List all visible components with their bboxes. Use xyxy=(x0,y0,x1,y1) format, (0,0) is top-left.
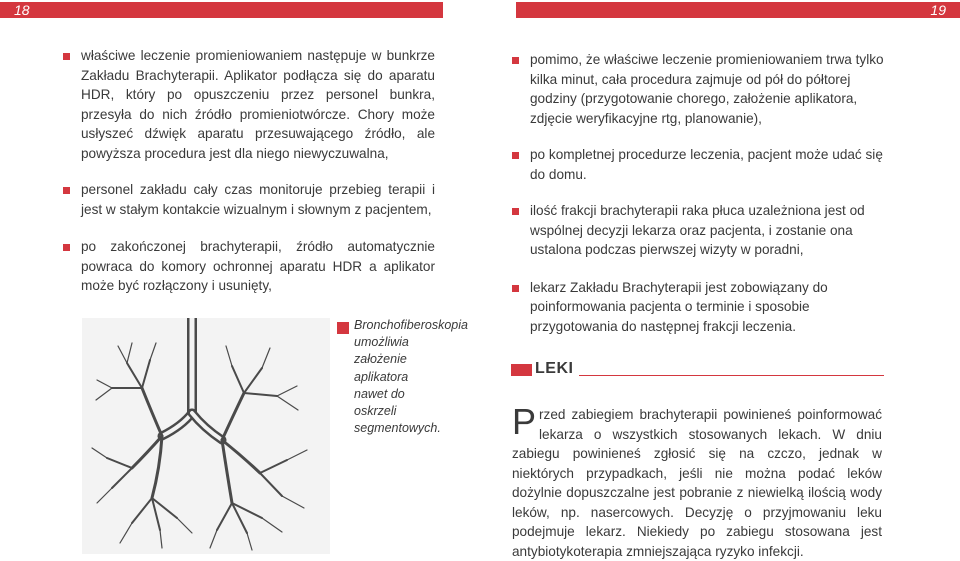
figure-caption: Bronchofiberoskopia umożliwia założenie aplikatora nawet do oskrzeli segmentowych. xyxy=(354,318,468,436)
list-item: po zakończonej brachyterapii, źródło automatycznie powraca do komory ochronnej aparatu HDR a aplikator może być rozłączony i usunięty, xyxy=(63,237,435,296)
list-item: lekarz Zakładu Brachyterapii jest zobowiązany do poinformowania pacjenta o terminie i sposobie przygotowania do następnej frakcji leczenia. xyxy=(512,278,884,337)
list-item: pomimo, że właściwe leczenie promieniowaniem trwa tylko kilka minut, cała procedura zajmuje od pół do półtorej godziny (przygotowanie chorego, założenie aplikatora, zdjęcie weryfikacyjne rtg, planowanie), xyxy=(512,50,884,128)
drop-cap: P xyxy=(512,401,537,442)
list-item: po kompletnej procedurze leczenia, pacjent może udać się do domu. xyxy=(512,145,884,184)
left-page-number: 18 xyxy=(14,2,30,18)
left-bullet-list xyxy=(63,46,435,296)
left-page-header-bar xyxy=(0,2,443,18)
list-item: właściwe leczenie promieniowaniem następuje w bunkrze Zakładu Brachyterapii. Aplikator podłącza się do aparatu HDR, który po opuszczeniu przez personel bunkra, przesyła do nich źródło promieniotwórcze. Chory może usłyszeć dźwięk aparatu przesuwającego źródło, ale powyższa procedura jest dla niego niewyczuwalna, xyxy=(63,46,435,163)
right-page-number: 19 xyxy=(930,2,946,18)
list-item: personel zakładu cały czas monitoruje przebieg terapii i jest w stałym kontakcie wizualnym i słownym z pacjentem, xyxy=(63,180,435,219)
list-item: ilość frakcji brachyterapii raka płuca uzależniona jest od wspólnej decyzji lekarza oraz pacjenta, i zostanie ona ustalona podczas pierwszej wizyty w poradni, xyxy=(512,201,884,260)
bronchial-tree-illustration xyxy=(82,318,330,554)
section-title: LEKI xyxy=(535,360,574,377)
right-bullet-list xyxy=(512,50,884,336)
section-divider xyxy=(579,375,884,376)
section-marker xyxy=(511,364,532,376)
paragraph-text: rzed zabiegiem brachyterapii powinieneś poinformować lekarza o wszystkich stosowanych lekach. W dniu zabiegu powinieneś zgłosić się na czczo, jednak w niektórych przypadkach, jeśli nie można podać leków dożylnie dopuszczalne jest pobranie z niewielką ilością wody leków, np. nasercowych. Decyzję o przyjmowaniu leku podejmuje lekarz. Niekiedy po zabiegu stosowana jest antybiotykoterapia zmniejszająca ryzyko infekcji. xyxy=(512,407,882,559)
right-page-header-bar xyxy=(516,2,960,18)
caption-marker xyxy=(337,322,349,334)
body-paragraph xyxy=(512,401,882,561)
